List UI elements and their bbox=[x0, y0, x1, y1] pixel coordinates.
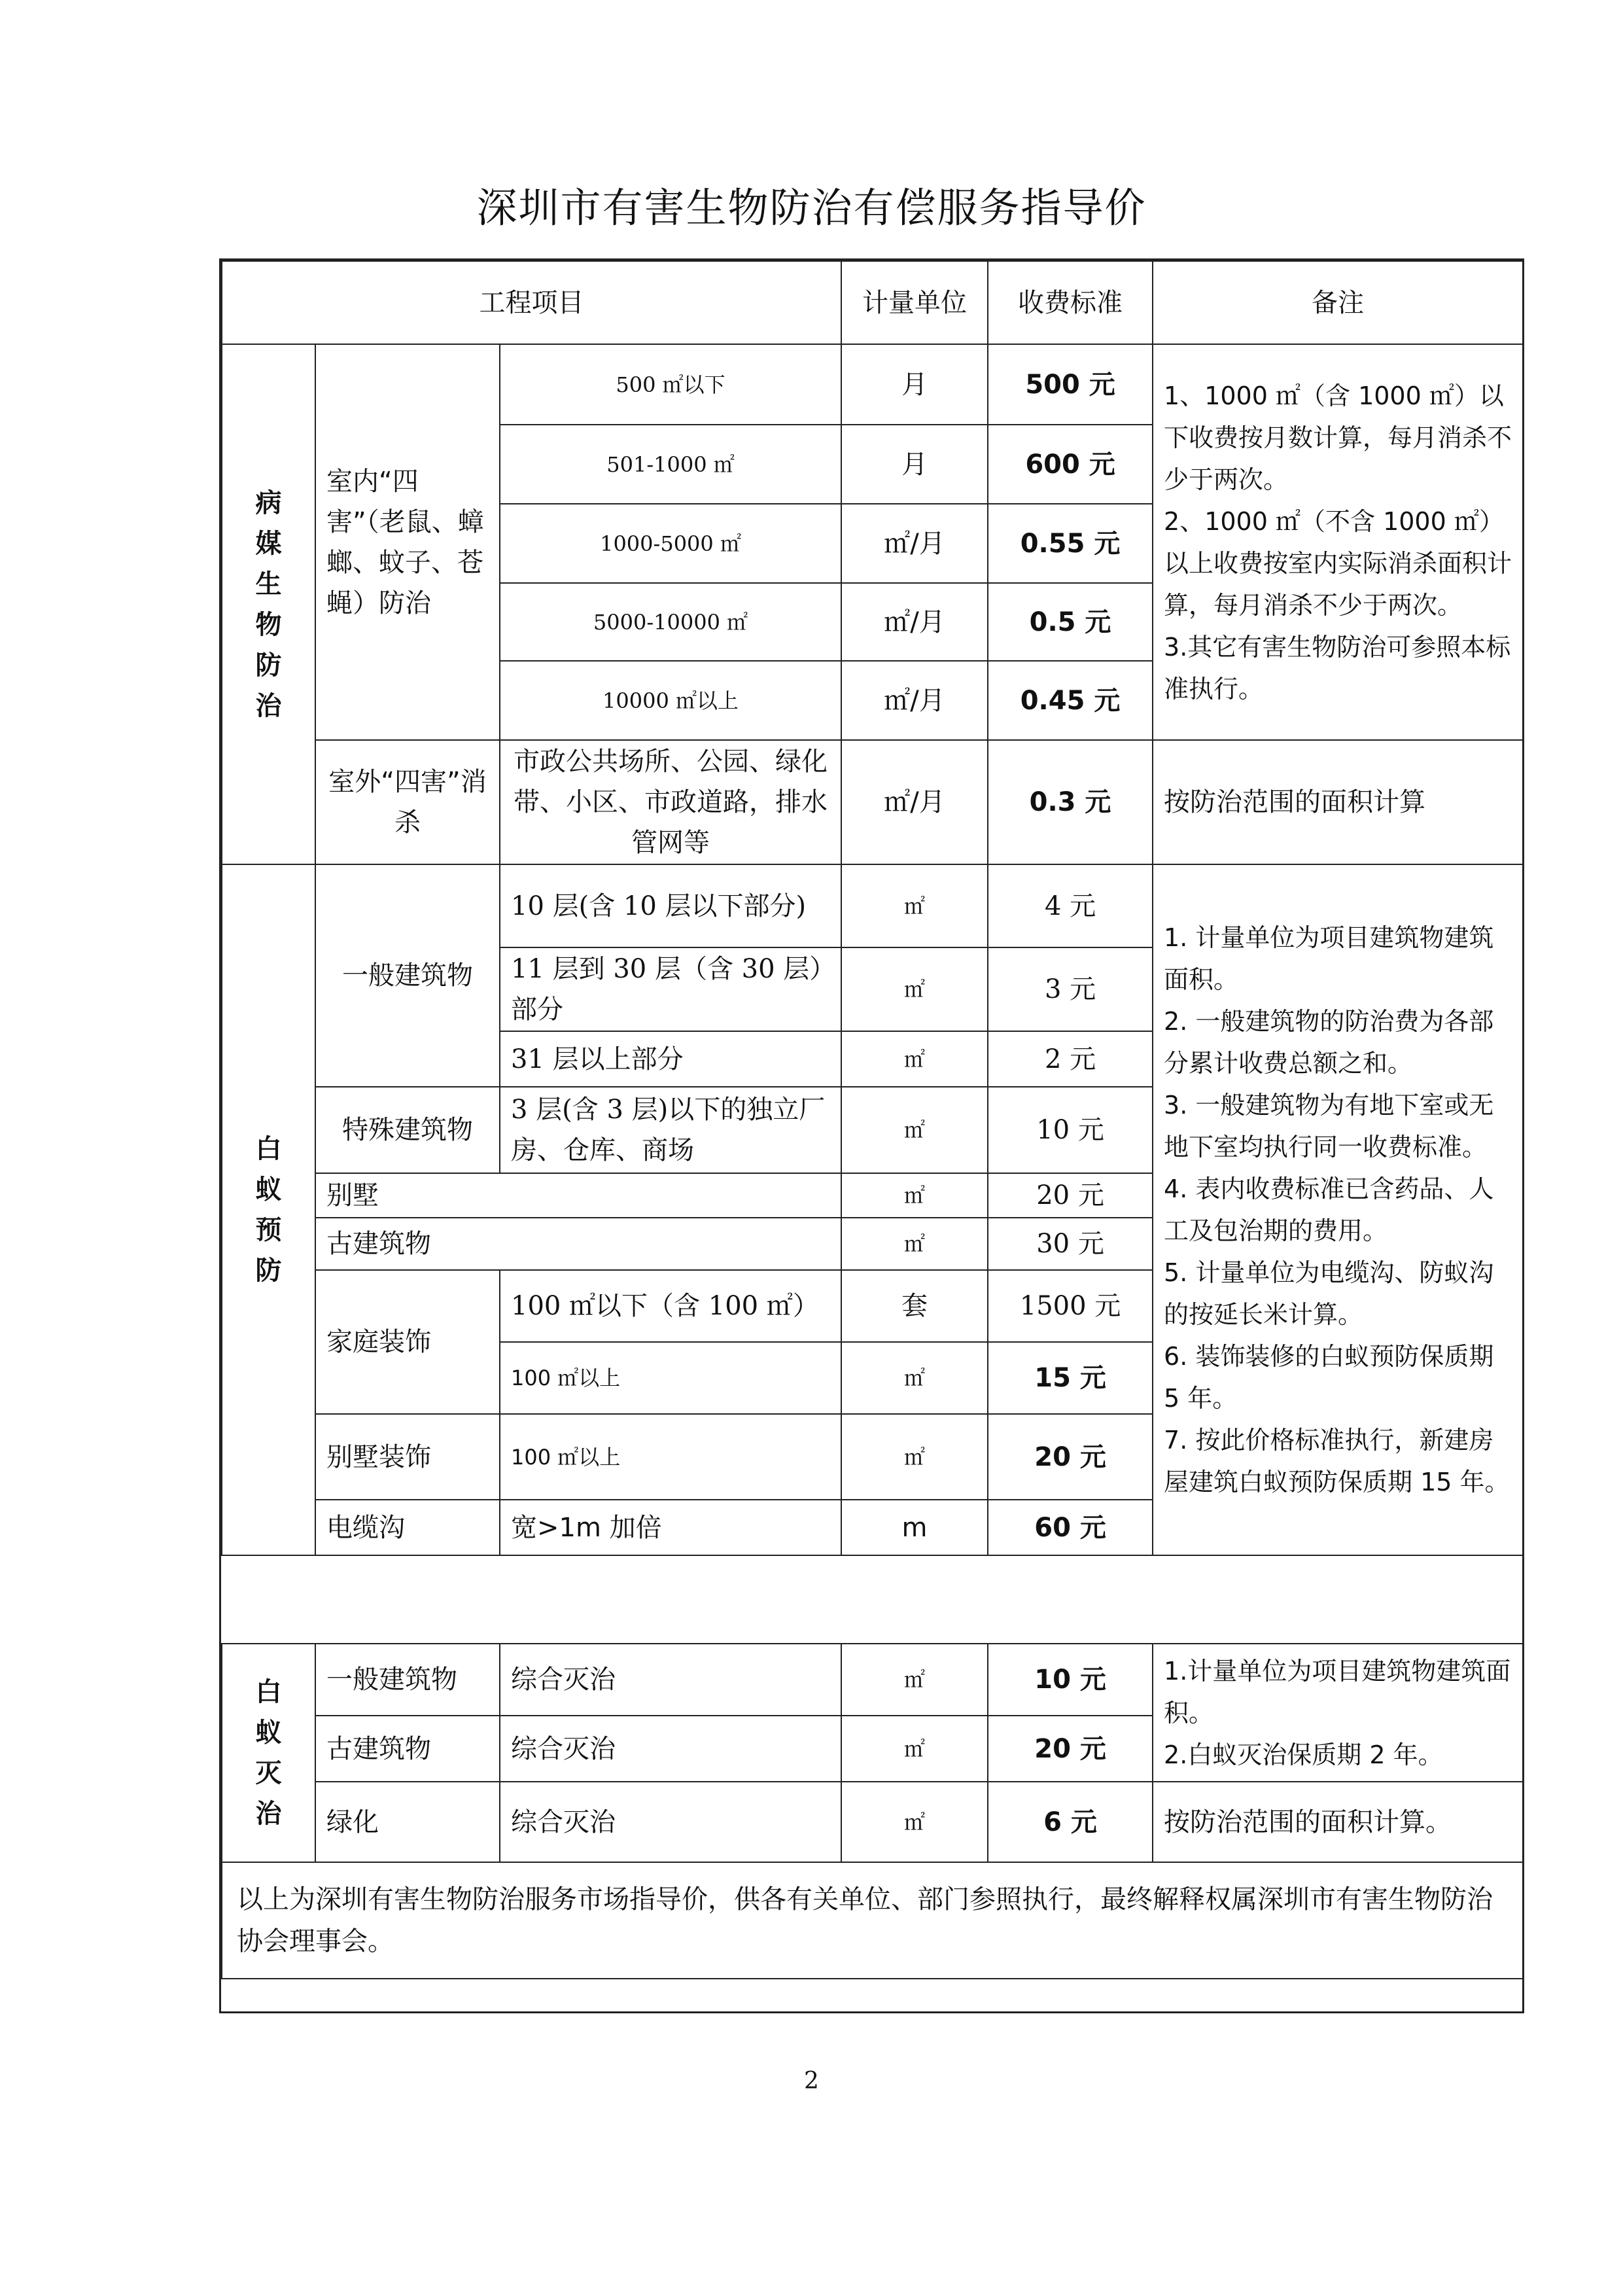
header-project: 工程项目 bbox=[222, 261, 841, 344]
home-fee: 1500 元 bbox=[988, 1270, 1153, 1342]
general-unit: ㎡ bbox=[841, 1031, 988, 1087]
cable-trench-fee: 60 元 bbox=[988, 1500, 1153, 1555]
control-unit: ㎡ bbox=[841, 1644, 988, 1716]
remark-line: 3.其它有害生物防治可参照本标准执行。 bbox=[1164, 632, 1511, 703]
indoor-fee: 0.55 元 bbox=[988, 504, 1153, 583]
table-row bbox=[222, 344, 1523, 425]
outdoor-fee: 0.3 元 bbox=[988, 740, 1153, 864]
section-label-prevention bbox=[222, 864, 315, 1555]
section-char: 白 bbox=[255, 1677, 282, 1707]
indoor-pest-label: 室内“四害”（老鼠、蟑螂、蚊子、苍蝇）防治 bbox=[315, 344, 500, 740]
remark-line: 6. 装饰装修的白蚁预防保质期 5 年。 bbox=[1164, 1342, 1494, 1413]
section-char: 蚁 bbox=[255, 1174, 282, 1205]
control-label: 古建筑物 bbox=[315, 1716, 500, 1782]
ancient-unit: ㎡ bbox=[841, 1218, 988, 1270]
indoor-scope: 1000-5000 ㎡ bbox=[500, 504, 841, 583]
remark-line: 1. 计量单位为项目建筑物建筑面积。 bbox=[1164, 923, 1494, 994]
section-char: 白 bbox=[255, 1134, 282, 1164]
section-char: 生 bbox=[255, 569, 282, 599]
control-unit: ㎡ bbox=[841, 1782, 988, 1862]
general-fee: 3 元 bbox=[988, 947, 1153, 1031]
control-scope: 综合灭治 bbox=[500, 1782, 841, 1862]
villa-label: 别墅 bbox=[315, 1173, 841, 1218]
prevention-remark bbox=[1153, 864, 1523, 1555]
villa-unit: ㎡ bbox=[841, 1173, 988, 1218]
indoor-unit: ㎡/月 bbox=[841, 661, 988, 740]
header-remark: 备注 bbox=[1153, 261, 1523, 344]
remark-line: 5. 计量单位为电缆沟、防蚁沟的按延长米计算。 bbox=[1164, 1258, 1494, 1329]
ancient-building-label: 古建筑物 bbox=[315, 1218, 841, 1270]
home-unit: ㎡ bbox=[841, 1342, 988, 1414]
indoor-unit: ㎡/月 bbox=[841, 504, 988, 583]
general-unit: ㎡ bbox=[841, 864, 988, 947]
section-char: 病 bbox=[255, 487, 282, 518]
section-char: 防 bbox=[255, 650, 282, 680]
section-char: 治 bbox=[255, 690, 282, 721]
villa-decoration-unit: ㎡ bbox=[841, 1414, 988, 1500]
villa-decoration-label: 别墅装饰 bbox=[315, 1414, 500, 1500]
remark-line: 1.计量单位为项目建筑物建筑面积。 bbox=[1164, 1656, 1511, 1727]
footer-note: 以上为深圳有害生物防治服务市场指导价，供各有关单位、部门参照执行，最终解释权属深圳市有害生物防治协会理事会。 bbox=[237, 1884, 1493, 1956]
villa-decoration-fee: 20 元 bbox=[988, 1414, 1153, 1500]
cable-trench-scope: 宽>1m 加倍 bbox=[500, 1500, 841, 1555]
outdoor-scope: 市政公共场所、公园、绿化带、小区、市政道路，排水管网等 bbox=[500, 740, 841, 864]
indoor-scope: 501-1000 ㎡ bbox=[500, 425, 841, 504]
indoor-fee: 500 元 bbox=[988, 344, 1153, 425]
indoor-scope: 10000 ㎡以上 bbox=[500, 661, 841, 740]
special-fee: 10 元 bbox=[988, 1087, 1153, 1173]
table-row bbox=[222, 1555, 1523, 1644]
section-label-control bbox=[222, 1644, 315, 1862]
control-remark-bottom: 按防治范围的面积计算。 bbox=[1153, 1782, 1523, 1862]
general-building-label: 一般建筑物 bbox=[315, 864, 500, 1087]
control-scope: 综合灭治 bbox=[500, 1716, 841, 1782]
remark-line: 7. 按此价格标准执行，新建房屋建筑白蚁预防保质期 15 年。 bbox=[1164, 1426, 1510, 1496]
remark-line: 4. 表内收费标准已含药品、人工及包治期的费用。 bbox=[1164, 1174, 1494, 1245]
indoor-remark bbox=[1153, 344, 1523, 740]
indoor-fee: 600 元 bbox=[988, 425, 1153, 504]
home-unit: 套 bbox=[841, 1270, 988, 1342]
villa-fee: 20 元 bbox=[988, 1173, 1153, 1218]
home-fee: 15 元 bbox=[988, 1342, 1153, 1414]
general-scope: 11 层到 30 层（含 30 层）部分 bbox=[500, 947, 841, 1031]
general-scope: 31 层以上部分 bbox=[500, 1031, 841, 1087]
section-label-vector bbox=[222, 344, 315, 864]
remark-line: 3. 一般建筑物为有地下室或无地下室均执行同一收费标准。 bbox=[1164, 1091, 1494, 1161]
section-char: 防 bbox=[255, 1256, 282, 1286]
special-scope: 3 层(含 3 层)以下的独立厂房、仓库、商场 bbox=[500, 1087, 841, 1173]
indoor-fee: 0.5 元 bbox=[988, 583, 1153, 661]
home-scope: 100 ㎡以下（含 100 ㎡） bbox=[500, 1270, 841, 1342]
indoor-fee: 0.45 元 bbox=[988, 661, 1153, 740]
control-label: 一般建筑物 bbox=[315, 1644, 500, 1716]
header-fee: 收费标准 bbox=[988, 261, 1153, 344]
page-number: 2 bbox=[804, 2068, 819, 2094]
table-row bbox=[222, 740, 1523, 864]
section-char: 预 bbox=[255, 1215, 282, 1245]
control-label: 绿化 bbox=[315, 1782, 500, 1862]
section-char: 蚁 bbox=[255, 1718, 282, 1748]
outdoor-remark: 按防治范围的面积计算 bbox=[1153, 740, 1523, 864]
control-fee: 6 元 bbox=[988, 1782, 1153, 1862]
control-unit: ㎡ bbox=[841, 1716, 988, 1782]
page-title: 深圳市有害生物防治有偿服务指导价 bbox=[476, 184, 1147, 232]
general-unit: ㎡ bbox=[841, 947, 988, 1031]
section-char: 媒 bbox=[255, 528, 282, 559]
home-scope: 100 ㎡以上 bbox=[500, 1342, 841, 1414]
table-header-row bbox=[222, 261, 1523, 344]
table-row bbox=[222, 864, 1523, 947]
control-scope: 综合灭治 bbox=[500, 1644, 841, 1716]
indoor-scope: 5000-10000 ㎡ bbox=[500, 583, 841, 661]
footer-row bbox=[222, 1862, 1523, 1979]
indoor-unit: 月 bbox=[841, 425, 988, 504]
header-unit: 计量单位 bbox=[841, 261, 988, 344]
general-fee: 4 元 bbox=[988, 864, 1153, 947]
special-building-label: 特殊建筑物 bbox=[315, 1087, 500, 1173]
control-fee: 20 元 bbox=[988, 1716, 1153, 1782]
section-char: 灭 bbox=[255, 1758, 282, 1788]
table-row bbox=[222, 1644, 1523, 1716]
indoor-unit: 月 bbox=[841, 344, 988, 425]
indoor-scope: 500 ㎡以下 bbox=[500, 344, 841, 425]
section-char: 物 bbox=[255, 609, 282, 640]
remark-line: 2、1000 ㎡（不含 1000 ㎡）以上收费按室内实际消杀面积计算，每月消杀不少于两次。 bbox=[1164, 506, 1512, 620]
cable-trench-label: 电缆沟 bbox=[315, 1500, 500, 1555]
price-table-frame bbox=[219, 258, 1524, 2013]
remark-line: 1、1000 ㎡（含 1000 ㎡）以下收费按月数计算，每月消杀不少于两次。 bbox=[1164, 381, 1512, 494]
table-row bbox=[222, 1782, 1523, 1862]
special-unit: ㎡ bbox=[841, 1087, 988, 1173]
outdoor-pest-label: 室外“四害”消杀 bbox=[315, 740, 500, 864]
footer-note-cell bbox=[222, 1862, 1523, 1979]
ancient-fee: 30 元 bbox=[988, 1218, 1153, 1270]
outdoor-unit: ㎡/月 bbox=[841, 740, 988, 864]
cable-trench-unit: m bbox=[841, 1500, 988, 1555]
control-remark bbox=[1153, 1644, 1523, 1782]
control-fee: 10 元 bbox=[988, 1644, 1153, 1716]
remark-line: 2.白蚁灭治保质期 2 年。 bbox=[1164, 1740, 1443, 1769]
price-table bbox=[221, 260, 1524, 1979]
remark-line: 2. 一般建筑物的防治费为各部分累计收费总额之和。 bbox=[1164, 1007, 1494, 1078]
home-decoration-label: 家庭装饰 bbox=[315, 1270, 500, 1414]
villa-decoration-scope: 100 ㎡以上 bbox=[500, 1414, 841, 1500]
general-fee: 2 元 bbox=[988, 1031, 1153, 1087]
indoor-unit: ㎡/月 bbox=[841, 583, 988, 661]
general-scope: 10 层(含 10 层以下部分) bbox=[500, 864, 841, 947]
section-char: 治 bbox=[255, 1799, 282, 1829]
